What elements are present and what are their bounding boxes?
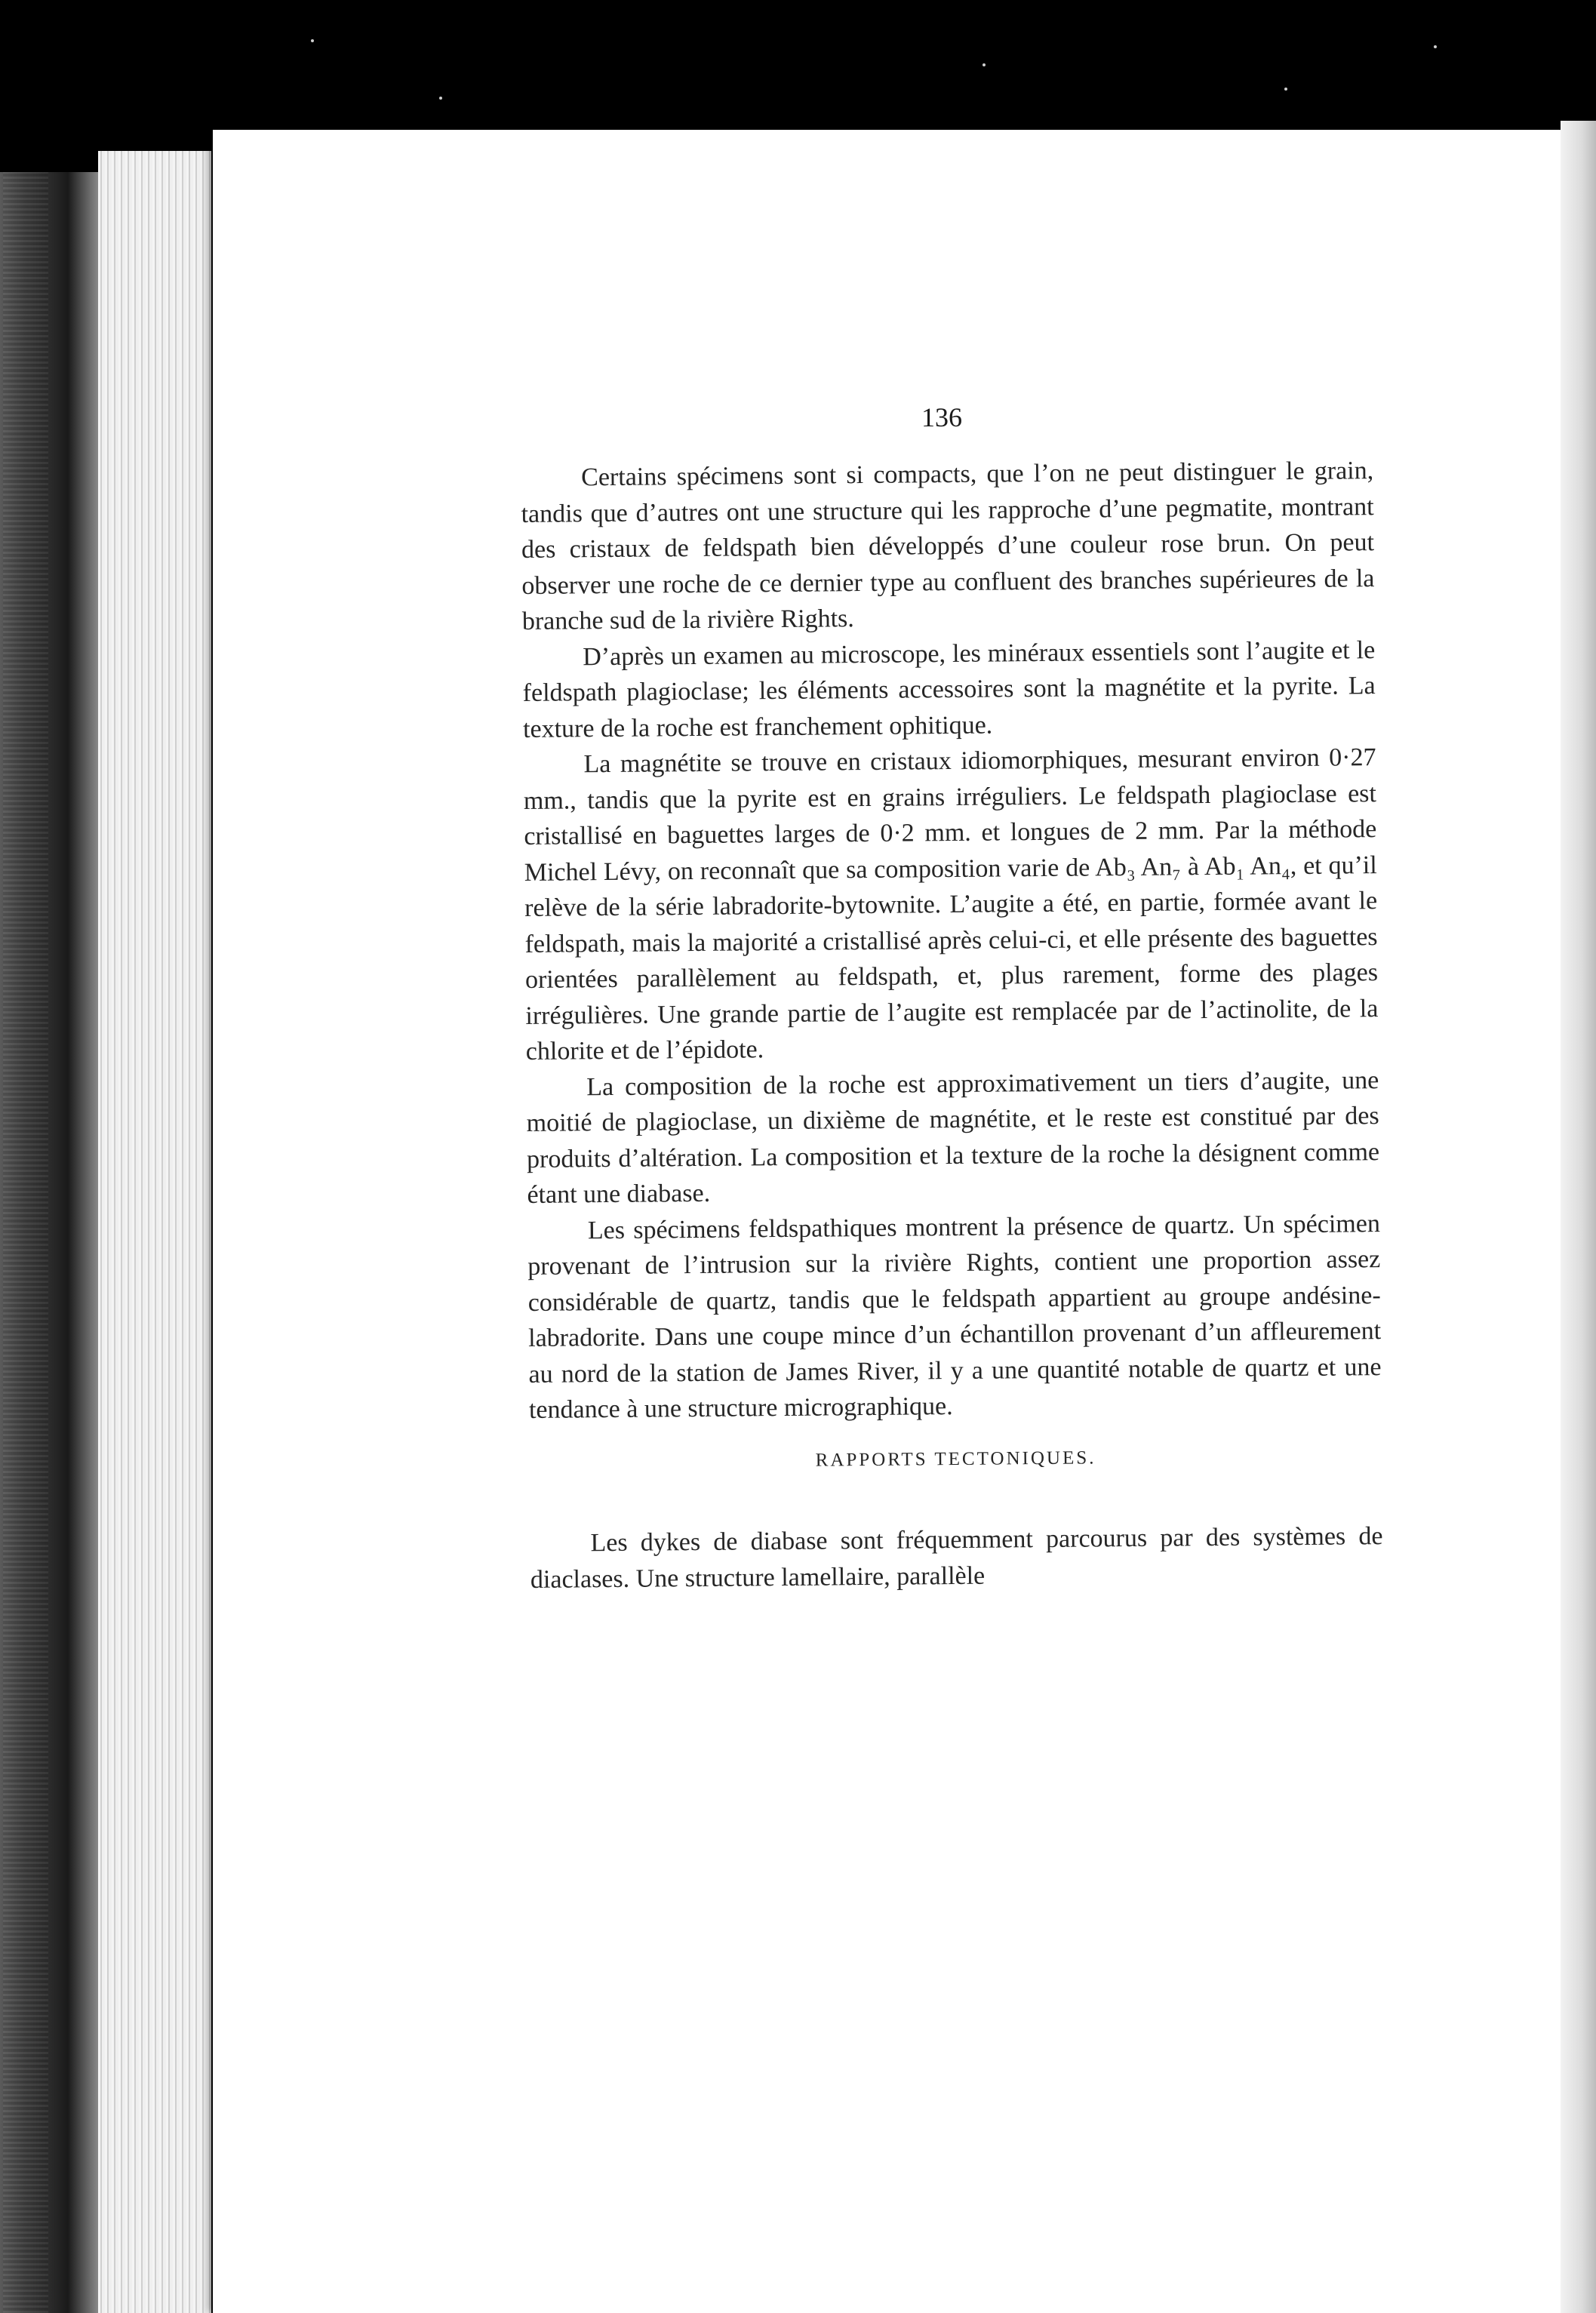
- page-right-edge: [1561, 121, 1596, 2313]
- dust-speck: [311, 39, 314, 42]
- paragraph: La magnétite se trouve en cristaux idiomorphiques, mesurant environ 0·27 mm., tandis que la pyrite est en grains irréguliers. Le feldspath plagioclase est cristallisé en baguettes larges de 0·2 mm. et longues de 2 mm. Par la méthode Michel Lévy, on reconnaît que sa composition varie de Ab₃ An₇ à Ab₁ An₄, et qu’il relève de la série labradorite-bytownite. L’augite a été, en partie, formée avant le feldspath, mais la majorité a cristallisé après celui-ci, et elle présente des baguettes orientées parallèlement au feldspath, et, plus rarement, forme des plages irrégulières. Une grande partie de l’augite est remplacée par de l’actinolite, de la chlorite et de l’épidote.: [523, 743, 1379, 1066]
- section-heading: RAPPORTS TECTONIQUES.: [815, 1447, 1096, 1471]
- paragraph: Certains spécimens sont si compacts, que l’on ne peut distinguer le grain, tandis que d’autres ont une structure qui les rapproche d’une pegmatite, montrant des cristaux de feldspath bien développés d’une couleur rose brun. On peut observer une roche de ce dernier type au confluent des branches supérieures de la branche sud de la rivière Rights.: [521, 457, 1375, 635]
- paragraph: Les spécimens feldspathiques montrent la présence de quartz. Un spécimen provenant de l’intrusion sur la rivière Rights, contient une proportion assez considérable de quartz, tandis que le feldspath appartient au groupe andésine-labradorite. Dans une coupe mince d’un échantillon provenant d’un affleurement au nord de la station de James River, il y a une quantité notable de quartz et une tendance à une structure micrographique.: [527, 1209, 1382, 1424]
- page-number: 136: [921, 402, 962, 432]
- closing-paragraph: Les dykes de diabase sont fréquemment parcourus par des systèmes de diaclases. Une structure lamellaire, parallèle: [530, 1522, 1383, 1594]
- paragraph: D’après un examen au microscope, les minéraux essentiels sont l’augite et le feldspath plagioclase; les éléments accessoires sont la magnétite et la pyrite. La texture de la roche est franchement ophitique.: [522, 635, 1376, 743]
- dust-speck: [1434, 45, 1437, 48]
- dust-speck: [1284, 88, 1287, 91]
- dust-speck: [983, 63, 986, 66]
- dust-speck: [439, 97, 442, 100]
- body-text: [521, 453, 1383, 1598]
- stacked-page-edges: [98, 151, 211, 2313]
- paragraph: La composition de la roche est approximativement un tiers d’augite, une moitié de plagioclase, un dixième de magnétite, et le reste est constitué par des produits d’altération. La composition et la texture de la roche la désignent comme étant une diabase.: [526, 1066, 1380, 1209]
- binding-texture: [3, 172, 48, 2313]
